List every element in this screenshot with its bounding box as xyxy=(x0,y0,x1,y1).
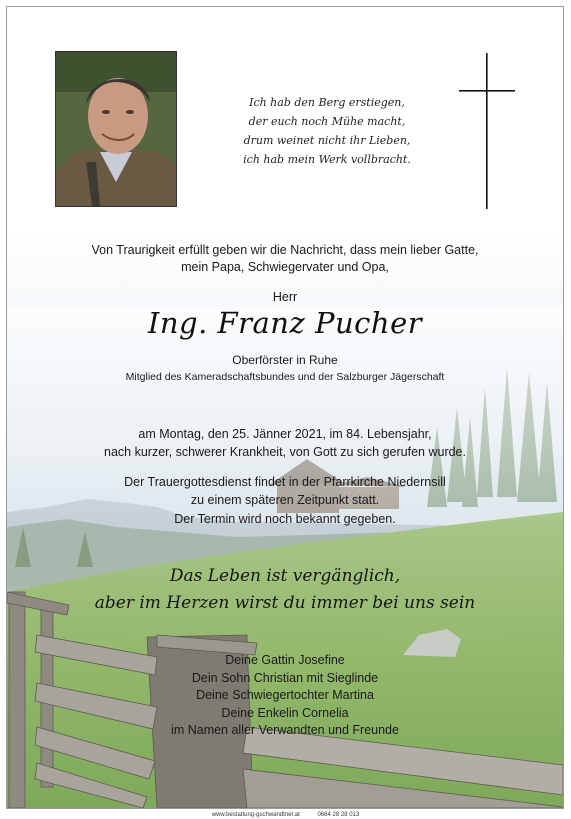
mourner: Deine Schwiegertochter Martina xyxy=(196,688,374,702)
funeral-line: Der Trauergottesdienst findet in der Pfarrkirche Niedernsill xyxy=(124,475,446,489)
mourner: Deine Enkelin Cornelia xyxy=(221,705,349,720)
poem-line: drum weinet nicht ihr Lieben, xyxy=(243,134,411,147)
death-line: nach kurzer, schwerer Krankheit, von Gott zu sich gerufen wurde. xyxy=(104,445,466,459)
death-notice xyxy=(7,425,563,461)
memorial-quote xyxy=(7,563,563,617)
date-pending-notice: Der Termin wird noch bekannt gegeben. xyxy=(174,512,396,526)
mourner: Deine Gattin Josefine xyxy=(225,653,345,667)
intro-line: mein Papa, Schwiegervater und Opa, xyxy=(181,260,389,274)
poem-line: Ich hab den Berg erstiegen, xyxy=(249,96,405,109)
quote-line: Das Leben ist vergänglich, xyxy=(169,566,401,586)
poem-verse xyxy=(207,93,447,169)
footer-phone: 0664 28 28 013 xyxy=(317,812,360,818)
announcement-intro xyxy=(7,242,563,276)
intro-line: Von Traurigkeit erfüllt geben wir die Nachricht, dass mein lieber Gatte, xyxy=(91,243,479,257)
cross-icon xyxy=(459,53,515,209)
footer-website[interactable]: www.bestattung-gschwandtner.at xyxy=(211,812,300,818)
death-line: am Montag, den 25. Jänner 2021, im 84. Lebensjahr, xyxy=(138,427,432,441)
quote-line: aber im Herzen wirst du immer bei uns sein xyxy=(94,593,476,613)
poem-line: der euch noch Mühe macht, xyxy=(248,115,406,128)
deceased-title: Oberförster in Ruhe xyxy=(232,353,338,367)
mourners-list xyxy=(7,652,563,740)
deceased-portrait-photo xyxy=(55,51,177,207)
mourner: Dein Sohn Christian mit Sieglinde xyxy=(191,670,379,685)
funeral-line: zu einem späteren Zeitpunkt statt. xyxy=(190,493,380,507)
poem-line: ich hab mein Werk vollbracht. xyxy=(243,153,411,166)
mourner: im Namen aller Verwandten und Freunde xyxy=(171,723,399,737)
footer xyxy=(0,812,571,818)
deceased-name: Ing. Franz Pucher xyxy=(147,306,423,340)
deceased-membership: Mitglied des Kameradschaftsbundes und der Salzburger Jägerschaft xyxy=(125,371,445,383)
obituary-card xyxy=(6,6,564,809)
funeral-notice xyxy=(7,473,563,509)
salutation: Herr xyxy=(272,290,298,304)
